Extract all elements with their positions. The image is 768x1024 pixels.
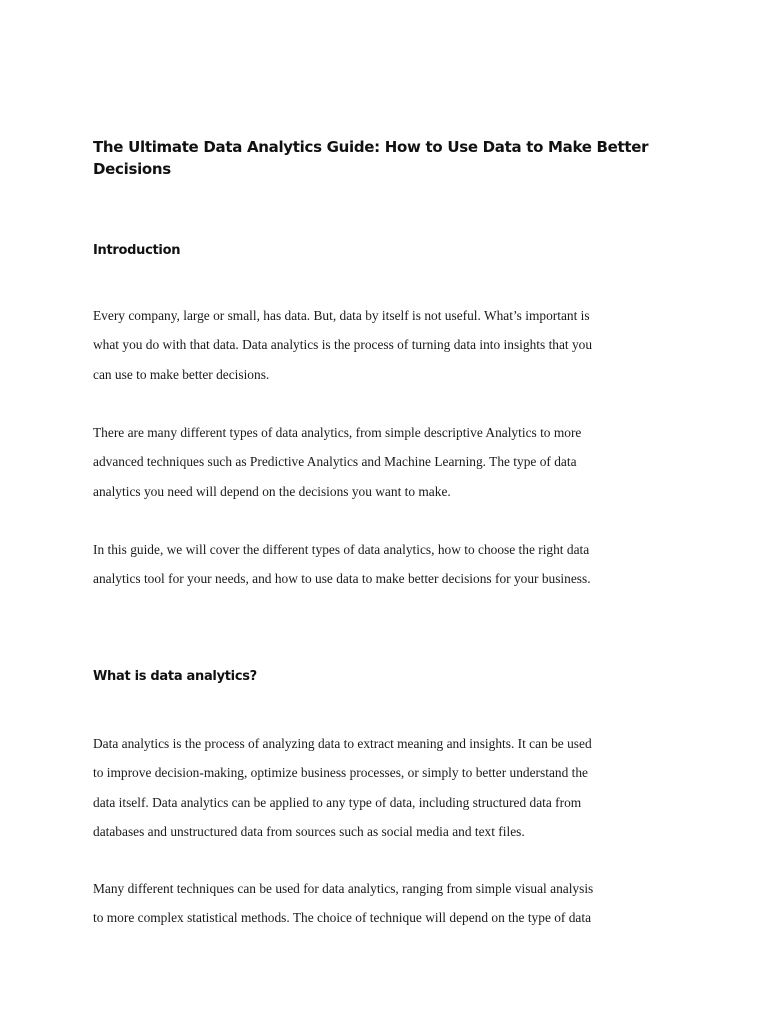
paragraph-intro-3 [93,535,683,594]
paragraph-intro-2 [93,418,683,506]
text-line: analytics you need will depend on the decisions you want to make. [93,483,451,499]
text-line: databases and unstructured data from sources such as social media and text files. [93,823,525,839]
text-line: data itself. Data analytics can be applied to any type of data, including structured data from [93,794,582,810]
text-line: advanced techniques such as Predictive Analytics and Machine Learning. The type of data [93,454,577,470]
text-line: Data analytics is the process of analyzing data to extract meaning and insights. It can be used [93,736,592,751]
text-line: analytics tool for your needs, and how to use data to make better decisions for your business. [93,571,591,587]
text-line: what you do with that data. Data analytics is the process of turning data into insights that you [93,337,593,353]
text-line: Every company, large or small, has data. But, data by itself is not useful. What’s important is [93,308,590,323]
text-line: to more complex statistical methods. The choice of technique will depend on the type of data [93,910,592,926]
text-line: There are many different types of data analytics, from simple descriptive Analytics to more [93,425,582,440]
text-line: to improve decision-making, optimize business processes, or simply to better understand the [93,765,588,781]
text-line: Many different techniques can be used for data analytics, ranging from simple visual analysis [93,881,594,896]
document-title: The Ultimate Data Analytics Guide: How to Use Data to Make Better Decisions [93,138,649,178]
text-line: can use to make better decisions. [93,366,270,382]
text-line: In this guide, we will cover the different types of data analytics, how to choose the right data [93,542,590,557]
paragraph-what-is-1 [93,729,683,846]
section-heading-introduction: Introduction [93,243,181,258]
paragraph-intro-1 [93,301,683,389]
paragraph-what-is-2 [93,874,683,933]
section-heading-what-is-data-analytics: What is data analytics? [93,669,257,684]
